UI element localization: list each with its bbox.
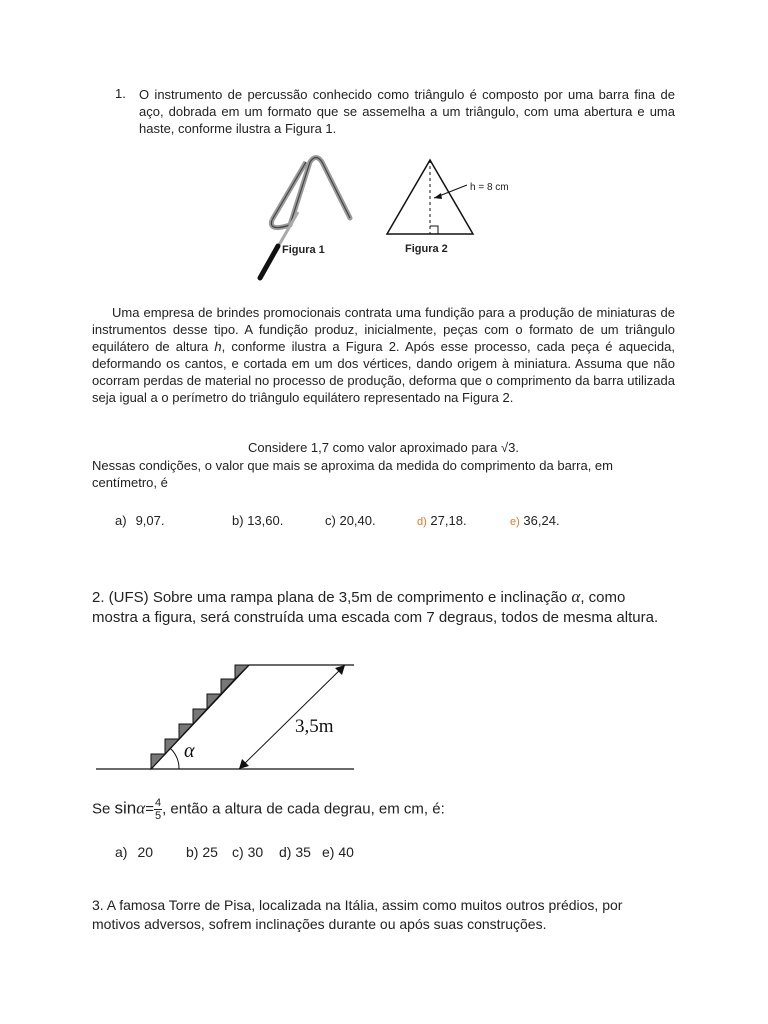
option-letter: c): [232, 844, 244, 860]
fraction: [154, 797, 162, 822]
option-b[interactable]: [186, 844, 218, 860]
option-letter: d): [279, 844, 292, 860]
question-1-paragraph: [92, 304, 675, 406]
fraction-denominator: 5: [154, 810, 162, 822]
paragraph-text-end: , conforme ilustra a Figura 2. Após esse processo, cada peça é aquecida, deformando os cantos, e cortada em um dos vértices, dando origem à miniatura. Assuma que não ocorram perdas de material no processo de produção, deforma que o comprimento da barra utilizada seja igual a o perímetro do triângulo equilátero representado na Figura 2.: [92, 339, 675, 405]
option-value: 30: [247, 844, 264, 860]
option-letter: d): [417, 516, 427, 528]
question-1-number: 1.: [115, 86, 126, 101]
option-c[interactable]: [325, 513, 376, 528]
length-label: 3,5m: [295, 716, 334, 737]
consider-note: Considere 1,7 como valor aproximado para √3.: [248, 440, 519, 455]
option-value: 20: [137, 844, 154, 860]
option-value: 13,60.: [247, 513, 284, 528]
option-e[interactable]: [510, 513, 560, 528]
fraction-numerator: 4: [154, 797, 162, 809]
equilateral-triangle-figure: [387, 160, 509, 255]
option-letter: c): [325, 513, 336, 528]
option-d[interactable]: [279, 844, 311, 860]
option-d[interactable]: [417, 513, 467, 528]
question-3-text: 3. A famosa Torre de Pisa, localizada na Itália, assim como muitos outros prédios, por motivos adversos, sofrem inclinações durante ou após suas construções.: [92, 897, 623, 932]
sine-condition: [92, 797, 445, 822]
question-2-text-end: , como mostra a figura, será construída uma escada com 7 degraus, todos de mesma altura.: [92, 589, 659, 626]
question-2-text: [92, 587, 672, 628]
option-value: 9,07.: [135, 513, 165, 528]
equals-sign: =: [145, 800, 154, 818]
angle-label: α: [184, 740, 195, 762]
height-variable: h: [214, 339, 222, 354]
option-letter: e): [510, 516, 520, 528]
figure-1-label: Figura 1: [282, 244, 325, 256]
option-c[interactable]: [232, 844, 263, 860]
se-text: Se: [92, 800, 115, 818]
question-1-figures: [240, 150, 540, 290]
option-value: 40: [338, 844, 354, 860]
option-value: 35: [295, 844, 311, 860]
option-letter: b): [232, 513, 244, 528]
option-value: 25: [202, 844, 218, 860]
alpha-symbol: α: [571, 587, 581, 606]
option-value: 20,40.: [339, 513, 376, 528]
height-label: h = 8 cm: [470, 182, 509, 193]
option-letter: a): [115, 513, 127, 528]
alpha-symbol: α: [136, 798, 146, 818]
option-e[interactable]: [322, 844, 354, 860]
triangle-instrument-figure: [260, 158, 350, 279]
figure-2-label: Figura 2: [405, 243, 448, 255]
option-value: 27,18.: [430, 513, 467, 528]
ramp-staircase-figure: [92, 660, 362, 775]
question-2-text-start: 2. (UFS) Sobre uma rampa plana de 3,5m de comprimento e inclinação: [92, 589, 572, 606]
sine-condition-tail: , então a altura de cada degrau, em cm, é:: [162, 800, 445, 818]
option-letter: b): [186, 844, 199, 860]
paragraph-text-start: Uma empresa de brindes promocionais contrata uma fundição para a produção de miniaturas de instrumentos desse tipo. A fundição produz, inicialmente, peças com o formato de um triângulo equilátero de altura: [92, 305, 675, 354]
option-value: 36,24.: [523, 513, 560, 528]
question-1-intro: O instrumento de percussão conhecido como triângulo é composto por uma barra fina de aço, dobrada em um formato que se assemelha a um triângulo, com uma abertura e uma haste, conforme ilustra a Figura 1.: [139, 87, 675, 136]
option-letter: a): [115, 844, 128, 860]
option-a[interactable]: [115, 513, 164, 528]
option-letter: e): [322, 844, 335, 860]
option-b[interactable]: [232, 513, 283, 528]
question-1-prompt: Nessas condições, o valor que mais se aproxima da medida do comprimento da barra, em centímetro, é: [92, 458, 613, 490]
option-a[interactable]: [115, 844, 153, 860]
sin-function: sin: [114, 798, 137, 818]
